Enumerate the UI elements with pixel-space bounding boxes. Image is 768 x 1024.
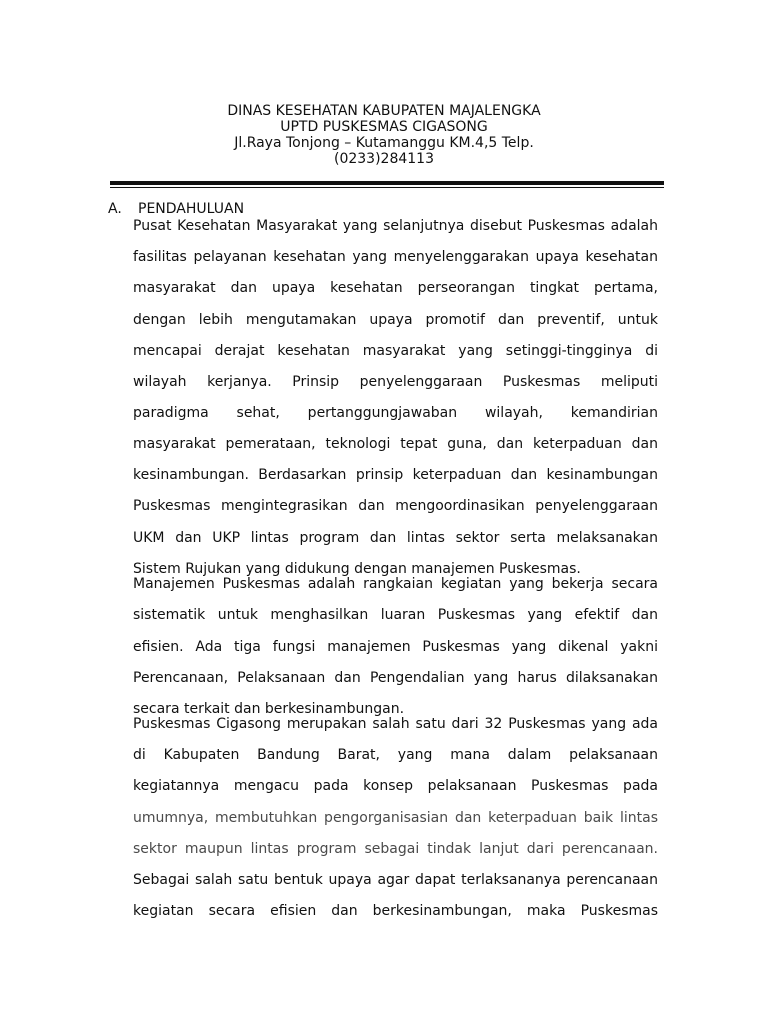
letterhead-rule-thin bbox=[110, 187, 664, 188]
text-line: kegiatan secara efisien dan berkesinambungan, maka Puskesmas bbox=[133, 903, 658, 919]
text-line: efisien. Ada tiga fungsi manajemen Puskesmas yang dikenal yakni bbox=[133, 639, 658, 655]
agency-name: DINAS KESEHATAN KABUPATEN MAJALENGKA bbox=[227, 103, 541, 119]
section-heading bbox=[108, 201, 244, 217]
section-title: PENDAHULUAN bbox=[138, 201, 245, 217]
text-line: Pusat Kesehatan Masyarakat yang selanjutnya disebut Puskesmas adalah bbox=[133, 218, 658, 234]
text-line: secara terkait dan berkesinambungan. bbox=[133, 701, 405, 717]
text-line: kegiatannya mengacu pada konsep pelaksanaan Puskesmas pada bbox=[133, 778, 658, 794]
text-line: UKM dan UKP lintas program dan lintas sektor serta melaksanakan bbox=[133, 530, 658, 546]
text-line: dengan lebih mengutamakan upaya promotif dan preventif, untuk bbox=[133, 312, 658, 328]
text-line: masyarakat dan upaya kesehatan perseorangan tingkat pertama, bbox=[133, 280, 658, 296]
phone-line: (0233)284113 bbox=[334, 151, 434, 167]
text-line: Puskesmas mengintegrasikan dan mengoordinasikan penyelenggaraan bbox=[133, 498, 658, 514]
letterhead-rule-thick bbox=[110, 181, 664, 185]
text-line: kesinambungan. Berdasarkan prinsip keterpaduan dan kesinambungan bbox=[133, 467, 658, 483]
text-line: wilayah kerjanya. Prinsip penyelenggaraan Puskesmas meliputi bbox=[133, 374, 658, 390]
text-line: Puskesmas Cigasong merupakan salah satu dari 32 Puskesmas yang ada bbox=[133, 716, 658, 732]
unit-name: UPTD PUSKESMAS CIGASONG bbox=[280, 119, 488, 135]
section-number: A. bbox=[108, 201, 122, 217]
text-line: Perencanaan, Pelaksanaan dan Pengendalian yang harus dilaksanakan bbox=[133, 670, 658, 686]
text-line: umumnya, membutuhkan pengorganisasian dan keterpaduan baik lintas bbox=[133, 810, 658, 826]
text-line: di Kabupaten Bandung Barat, yang mana dalam pelaksanaan bbox=[133, 747, 658, 763]
text-line: masyarakat pemerataan, teknologi tepat guna, dan keterpaduan dan bbox=[133, 436, 658, 452]
text-line: mencapai derajat kesehatan masyarakat yang setinggi-tingginya di bbox=[133, 343, 658, 359]
text-line: sistematik untuk menghasilkan luaran Puskesmas yang efektif dan bbox=[133, 607, 658, 623]
address-line: Jl.Raya Tonjong – Kutamanggu KM.4,5 Telp. bbox=[234, 135, 534, 151]
text-line: Manajemen Puskesmas adalah rangkaian kegiatan yang bekerja secara bbox=[133, 576, 658, 592]
text-line: paradigma sehat, pertanggungjawaban wilayah, kemandirian bbox=[133, 405, 658, 421]
text-line: Sebagai salah satu bentuk upaya agar dapat terlaksananya perencanaan bbox=[133, 872, 658, 888]
text-line: Sistem Rujukan yang didukung dengan manajemen Puskesmas. bbox=[133, 561, 581, 577]
text-line: fasilitas pelayanan kesehatan yang menyelenggarakan upaya kesehatan bbox=[133, 249, 658, 265]
text-line: sektor maupun lintas program sebagai tindak lanjut dari perencanaan. bbox=[133, 841, 658, 857]
